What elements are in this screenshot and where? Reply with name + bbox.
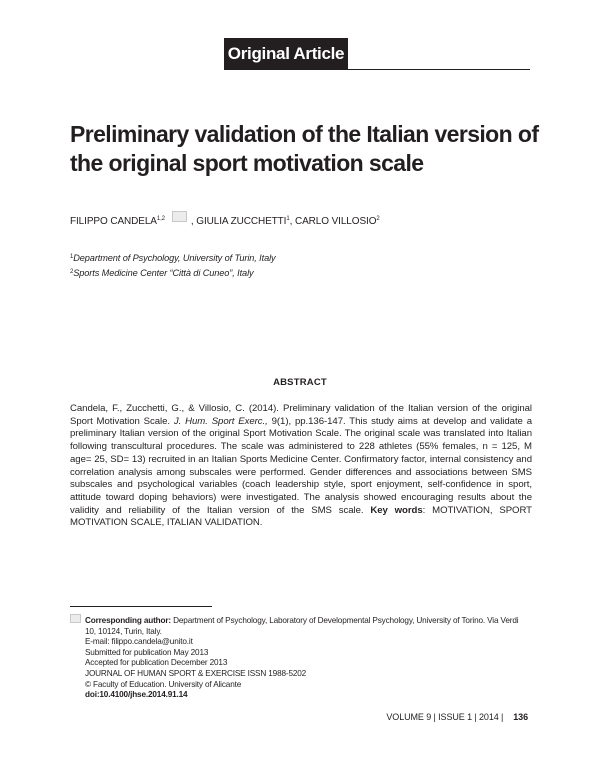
key-words-label: Key words: [370, 504, 423, 516]
abstract-citation-pre: Candela, F., Zucchetti, G., & Villosio, C. (2014). Preliminary validation of the Italian version of the original Sport Motivation Scale.: [70, 403, 532, 427]
paper-title: Preliminary validation of the Italian version of the original sport motivation scale: [70, 121, 539, 176]
abstract-text: 9(1), pp.136-147. This study aims at develop and validate a preliminary Italian version of the original Sport Motivation Scale. The original scale was translated into Italian following transcultural procedures. The scale was administered to 228 athletes (55% females, n = 125, M age= 25, SD= 13) recruited in an Italian Sports Medicine Center. Confirmatory factor, internal consistency and correlation analysis among subscales were performed. Gender differences and associations between SMS subscales and psychological variables (coach leadership style, sport enjoyment, self-confidence in sport, attitude toward doping behaviors) were investigated. The analysis showed encouraging results about the validity and reliability of the Italian version of the SMS scale.: [70, 415, 532, 516]
abstract-journal-name: J. Hum. Sport Exerc.,: [173, 415, 268, 427]
author-3-name: , CARLO VILLOSIO: [289, 216, 377, 227]
affiliation-2: [70, 268, 254, 278]
page-number: 136: [513, 712, 528, 722]
author-line: [70, 211, 540, 227]
submitted-date: Submitted for publication May 2013: [85, 647, 209, 657]
author-3-affiliation: 2: [376, 216, 380, 222]
envelope-icon: [70, 614, 81, 623]
email-line[interactable]: E-mail: filippo.candela@unito.it: [85, 637, 193, 647]
affiliation-1-text: Department of Psychology, University of Turin, Italy: [73, 253, 276, 263]
page-footer: [386, 712, 528, 722]
article-type-label: Original Article: [227, 44, 345, 63]
journal-issn: JOURNAL OF HUMAN SPORT & EXERCISE ISSN 1988-5202: [85, 668, 307, 678]
header-rule: [224, 69, 530, 70]
doi-link[interactable]: doi:10.4100/jhse.2014.91.14: [85, 690, 188, 700]
corresponding-author-text: Department of Psychology, Laboratory of Developmental Psychology, University of Torino. Via Verdi: [171, 616, 519, 625]
article-type-banner: [224, 38, 348, 69]
affiliation-1: [70, 253, 276, 263]
author-2-affiliation: 1: [286, 216, 290, 222]
author-1-name: FILIPPO CANDELA: [70, 216, 157, 227]
copyright-line: © Faculty of Education. University of Alicante: [85, 679, 242, 689]
affiliation-2-number: 2: [70, 269, 74, 275]
affiliation-2-text: Sports Medicine Center “Città di Cuneo”, Italy: [73, 268, 254, 278]
email-icon[interactable]: [172, 211, 187, 222]
corresponding-author-label: Corresponding author:: [85, 616, 171, 625]
footnote-block: [70, 614, 532, 701]
author-2-name: , GIULIA ZUCCHETTI: [190, 216, 287, 227]
author-1-affiliation: 1,2: [156, 216, 165, 222]
address-continuation: 10, 10124, Turin, Italy.: [85, 626, 162, 636]
affiliation-1-number: 1: [70, 254, 74, 260]
volume-issue: VOLUME 9 | ISSUE 1 | 2014 |: [386, 712, 504, 722]
footnote-rule: [70, 606, 212, 607]
abstract-body: [70, 403, 532, 530]
abstract-heading: ABSTRACT: [273, 377, 327, 388]
key-words: : MOTIVATION, SPORT MOTIVATION SCALE, ITALIAN VALIDATION.: [70, 504, 532, 529]
accepted-date: Accepted for publication December 2013: [85, 658, 228, 668]
